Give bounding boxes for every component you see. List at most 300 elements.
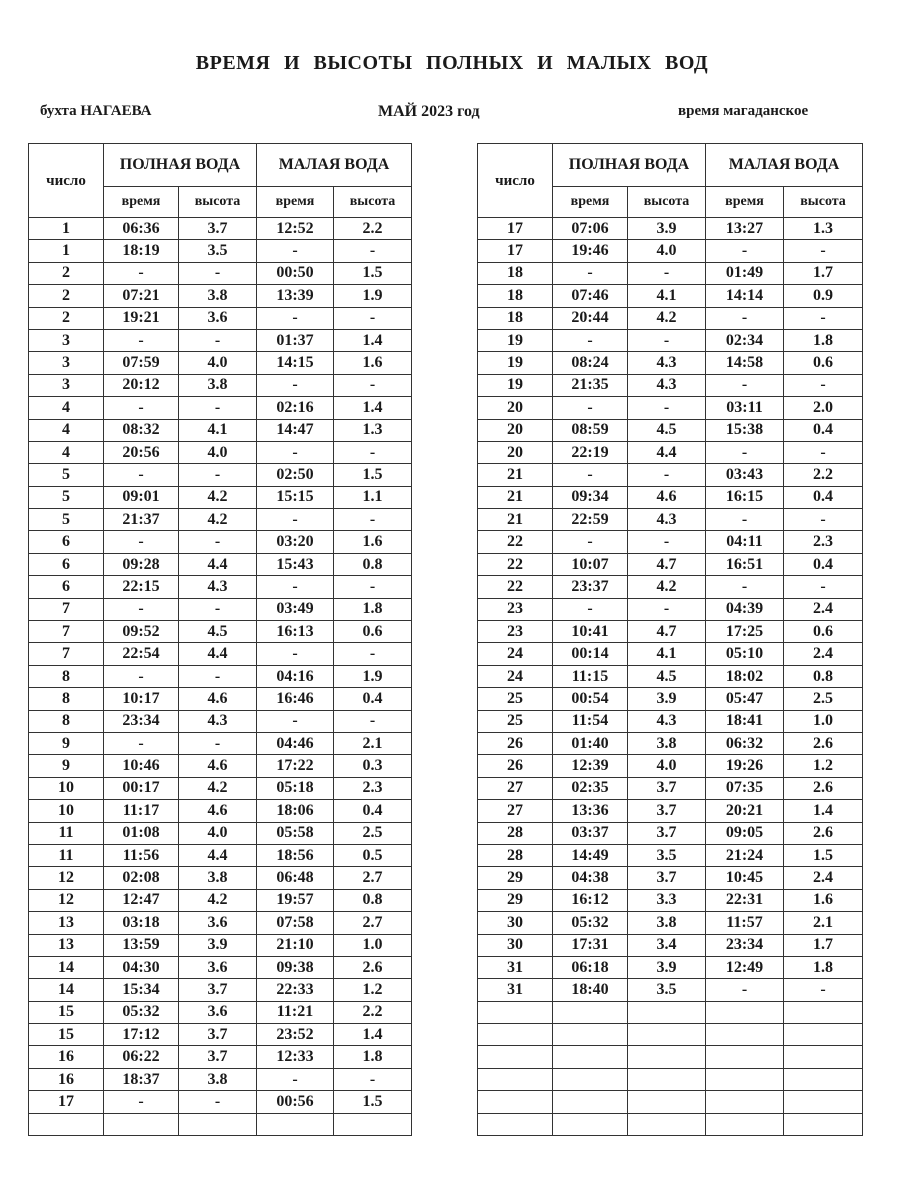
- table-row: [29, 688, 412, 710]
- low-height-cell: 1.4: [334, 329, 412, 351]
- high-time-cell: [104, 1113, 179, 1135]
- low-height-header: высота: [334, 187, 412, 218]
- table-row: [478, 777, 863, 799]
- high-height-cell: 3.5: [628, 979, 706, 1001]
- day-cell: 30: [478, 934, 553, 956]
- low-time-cell: 17:25: [706, 621, 784, 643]
- low-height-cell: 2.4: [784, 643, 863, 665]
- low-height-cell: 2.3: [334, 777, 412, 799]
- low-time-cell: [706, 1024, 784, 1046]
- high-height-cell: 4.0: [179, 352, 257, 374]
- low-time-cell: -: [257, 441, 334, 463]
- table-row: [478, 240, 863, 262]
- high-time-cell: 21:37: [104, 509, 179, 531]
- low-time-cell: 23:34: [706, 934, 784, 956]
- low-height-cell: 2.3: [784, 531, 863, 553]
- low-height-cell: 0.5: [334, 844, 412, 866]
- high-time-cell: [553, 1024, 628, 1046]
- low-time-cell: 15:38: [706, 419, 784, 441]
- table-row: [29, 1001, 412, 1023]
- table-row: [29, 218, 412, 240]
- low-height-cell: 0.6: [784, 352, 863, 374]
- low-time-cell: 11:21: [257, 1001, 334, 1023]
- period-label: МАЙ 2023 год: [378, 103, 480, 120]
- high-time-cell: 02:35: [553, 777, 628, 799]
- day-cell: [29, 1113, 104, 1135]
- high-height-cell: 4.2: [179, 889, 257, 911]
- high-time-cell: -: [104, 531, 179, 553]
- day-cell: [478, 1024, 553, 1046]
- low-time-cell: 05:47: [706, 688, 784, 710]
- low-height-cell: 0.8: [784, 665, 863, 687]
- high-height-cell: 4.4: [179, 844, 257, 866]
- high-time-cell: -: [553, 262, 628, 284]
- high-height-cell: 3.9: [628, 688, 706, 710]
- high-height-cell: -: [628, 464, 706, 486]
- day-cell: 8: [29, 710, 104, 732]
- table-row: [478, 665, 863, 687]
- table-row: [478, 598, 863, 620]
- low-height-cell: 1.5: [334, 262, 412, 284]
- high-time-cell: 11:56: [104, 844, 179, 866]
- high-time-cell: 10:17: [104, 688, 179, 710]
- low-time-cell: 19:26: [706, 755, 784, 777]
- low-height-cell: -: [334, 307, 412, 329]
- high-height-cell: 3.6: [179, 1001, 257, 1023]
- low-height-cell: 1.9: [334, 665, 412, 687]
- table-row: [478, 218, 863, 240]
- low-time-cell: -: [706, 979, 784, 1001]
- day-cell: 7: [29, 598, 104, 620]
- low-time-cell: 22:33: [257, 979, 334, 1001]
- high-height-cell: [628, 1001, 706, 1023]
- low-height-cell: 1.6: [334, 531, 412, 553]
- high-height-cell: -: [179, 531, 257, 553]
- high-height-cell: -: [179, 464, 257, 486]
- high-time-cell: 07:46: [553, 285, 628, 307]
- high-height-cell: 4.4: [179, 643, 257, 665]
- low-time-cell: 17:22: [257, 755, 334, 777]
- low-time-cell: 14:15: [257, 352, 334, 374]
- table-row: [478, 800, 863, 822]
- low-height-cell: 2.7: [334, 912, 412, 934]
- day-cell: 12: [29, 867, 104, 889]
- low-height-cell: 0.6: [784, 621, 863, 643]
- table-row: [478, 621, 863, 643]
- low-time-cell: -: [706, 374, 784, 396]
- low-time-cell: 06:32: [706, 732, 784, 754]
- table-row: [478, 979, 863, 1001]
- low-time-cell: 03:49: [257, 598, 334, 620]
- high-height-cell: 3.3: [628, 889, 706, 911]
- low-height-cell: -: [334, 643, 412, 665]
- day-cell: 15: [29, 1001, 104, 1023]
- day-cell: 23: [478, 598, 553, 620]
- low-height-cell: 2.6: [784, 777, 863, 799]
- low-time-cell: 14:47: [257, 419, 334, 441]
- high-time-cell: [553, 1001, 628, 1023]
- high-height-cell: 4.0: [179, 822, 257, 844]
- low-height-cell: -: [784, 576, 863, 598]
- low-time-cell: -: [706, 240, 784, 262]
- low-height-cell: 1.5: [784, 844, 863, 866]
- low-height-cell: 1.9: [334, 285, 412, 307]
- low-height-cell: 0.4: [334, 800, 412, 822]
- low-time-cell: -: [257, 710, 334, 732]
- low-time-cell: 12:49: [706, 956, 784, 978]
- high-height-cell: 4.2: [179, 777, 257, 799]
- low-height-cell: 2.6: [334, 956, 412, 978]
- high-time-cell: 19:46: [553, 240, 628, 262]
- day-cell: [478, 1001, 553, 1023]
- high-height-cell: 4.2: [628, 307, 706, 329]
- table-row: [29, 710, 412, 732]
- table-row: [29, 800, 412, 822]
- low-height-cell: 0.4: [334, 688, 412, 710]
- low-time-cell: 20:21: [706, 800, 784, 822]
- low-height-cell: 1.4: [784, 800, 863, 822]
- low-height-cell: -: [334, 576, 412, 598]
- low-height-cell: 1.6: [334, 352, 412, 374]
- low-time-cell: -: [706, 576, 784, 598]
- low-height-cell: -: [784, 441, 863, 463]
- low-height-cell: -: [334, 374, 412, 396]
- day-cell: 2: [29, 285, 104, 307]
- low-height-cell: 1.8: [334, 598, 412, 620]
- high-time-cell: 22:54: [104, 643, 179, 665]
- high-height-cell: -: [179, 598, 257, 620]
- high-time-cell: 23:37: [553, 576, 628, 598]
- high-time-cell: -: [553, 598, 628, 620]
- table-row: [29, 531, 412, 553]
- day-cell: 22: [478, 576, 553, 598]
- empty-row: [478, 1068, 863, 1090]
- high-height-cell: 3.9: [628, 956, 706, 978]
- high-time-cell: 18:19: [104, 240, 179, 262]
- table-row: [478, 576, 863, 598]
- low-height-cell: [784, 1024, 863, 1046]
- high-time-cell: 01:40: [553, 732, 628, 754]
- high-height-cell: [628, 1046, 706, 1068]
- table-row: [29, 374, 412, 396]
- low-height-cell: 2.6: [784, 822, 863, 844]
- day-cell: 1: [29, 218, 104, 240]
- low-height-cell: [784, 1113, 863, 1135]
- high-time-cell: -: [104, 329, 179, 351]
- low-time-cell: 04:46: [257, 732, 334, 754]
- table-row: [29, 1046, 412, 1068]
- day-cell: 7: [29, 643, 104, 665]
- high-height-header: высота: [179, 187, 257, 218]
- day-cell: 24: [478, 665, 553, 687]
- high-height-cell: 4.1: [179, 419, 257, 441]
- table-row: [29, 329, 412, 351]
- high-height-cell: 3.5: [179, 240, 257, 262]
- high-height-cell: 4.4: [179, 553, 257, 575]
- day-cell: 8: [29, 665, 104, 687]
- low-height-cell: 2.6: [784, 732, 863, 754]
- day-cell: 21: [478, 464, 553, 486]
- day-cell: [478, 1113, 553, 1135]
- low-height-cell: 2.2: [784, 464, 863, 486]
- low-time-cell: [706, 1113, 784, 1135]
- table-row: [478, 397, 863, 419]
- low-height-cell: 2.2: [334, 1001, 412, 1023]
- high-height-cell: 3.7: [628, 777, 706, 799]
- high-height-cell: 3.5: [628, 844, 706, 866]
- high-height-cell: 3.9: [628, 218, 706, 240]
- table-row: [29, 285, 412, 307]
- table-row: [478, 531, 863, 553]
- low-height-cell: 0.9: [784, 285, 863, 307]
- high-time-cell: 21:35: [553, 374, 628, 396]
- day-cell: 6: [29, 576, 104, 598]
- high-time-cell: 18:40: [553, 979, 628, 1001]
- low-time-cell: -: [257, 1068, 334, 1090]
- table-row: [29, 352, 412, 374]
- high-time-cell: [553, 1068, 628, 1090]
- table-row: [29, 844, 412, 866]
- high-time-cell: 10:41: [553, 621, 628, 643]
- high-time-cell: 03:18: [104, 912, 179, 934]
- high-time-cell: -: [553, 329, 628, 351]
- low-height-cell: 1.1: [334, 486, 412, 508]
- low-time-cell: 02:50: [257, 464, 334, 486]
- table-row: [29, 755, 412, 777]
- high-height-cell: 4.3: [628, 509, 706, 531]
- day-cell: 6: [29, 553, 104, 575]
- high-time-cell: 20:44: [553, 307, 628, 329]
- low-time-cell: 16:46: [257, 688, 334, 710]
- high-height-header: высота: [628, 187, 706, 218]
- day-cell: 31: [478, 979, 553, 1001]
- table-row: [29, 912, 412, 934]
- day-cell: 22: [478, 531, 553, 553]
- table-row: [29, 1068, 412, 1090]
- day-cell: 3: [29, 352, 104, 374]
- low-height-cell: -: [334, 441, 412, 463]
- high-time-cell: 09:01: [104, 486, 179, 508]
- high-height-cell: 4.3: [628, 352, 706, 374]
- high-height-cell: 3.6: [179, 956, 257, 978]
- high-time-cell: 08:24: [553, 352, 628, 374]
- high-time-cell: 15:34: [104, 979, 179, 1001]
- high-height-cell: [628, 1091, 706, 1113]
- day-cell: 3: [29, 374, 104, 396]
- high-time-cell: 07:21: [104, 285, 179, 307]
- low-time-cell: -: [257, 307, 334, 329]
- high-time-cell: -: [104, 665, 179, 687]
- low-time-cell: 01:49: [706, 262, 784, 284]
- high-time-cell: [553, 1091, 628, 1113]
- day-cell: 17: [478, 240, 553, 262]
- low-time-cell: 03:20: [257, 531, 334, 553]
- high-height-cell: 4.7: [628, 553, 706, 575]
- low-height-cell: 1.8: [784, 956, 863, 978]
- low-time-cell: [706, 1046, 784, 1068]
- table-row: [29, 464, 412, 486]
- table-row: [29, 732, 412, 754]
- high-time-cell: 03:37: [553, 822, 628, 844]
- table-row: [29, 1024, 412, 1046]
- high-time-cell: 06:22: [104, 1046, 179, 1068]
- high-time-cell: 10:07: [553, 553, 628, 575]
- high-height-cell: 4.5: [179, 621, 257, 643]
- high-time-cell: -: [104, 262, 179, 284]
- high-water-header: ПОЛНАЯ ВОДА: [553, 144, 706, 187]
- low-time-cell: 09:05: [706, 822, 784, 844]
- low-height-cell: 2.4: [784, 867, 863, 889]
- day-cell: 4: [29, 419, 104, 441]
- day-cell: [478, 1068, 553, 1090]
- high-height-cell: 3.7: [179, 1046, 257, 1068]
- high-height-cell: 4.2: [179, 509, 257, 531]
- day-cell: 5: [29, 464, 104, 486]
- table-row: [478, 553, 863, 575]
- low-height-cell: -: [334, 710, 412, 732]
- low-time-cell: 14:14: [706, 285, 784, 307]
- day-cell: 19: [478, 329, 553, 351]
- low-time-cell: -: [706, 307, 784, 329]
- high-height-cell: 4.3: [179, 710, 257, 732]
- table-row: [478, 755, 863, 777]
- low-height-cell: 2.4: [784, 598, 863, 620]
- high-time-cell: 02:08: [104, 867, 179, 889]
- high-time-cell: 06:36: [104, 218, 179, 240]
- high-time-cell: 04:38: [553, 867, 628, 889]
- low-height-cell: 1.7: [784, 934, 863, 956]
- low-time-cell: 03:43: [706, 464, 784, 486]
- low-time-cell: 15:15: [257, 486, 334, 508]
- day-cell: 20: [478, 397, 553, 419]
- low-height-cell: 2.1: [334, 732, 412, 754]
- table-row: [29, 509, 412, 531]
- high-height-cell: [628, 1024, 706, 1046]
- low-time-header: время: [257, 187, 334, 218]
- low-height-cell: 1.8: [334, 1046, 412, 1068]
- high-height-cell: 3.9: [179, 934, 257, 956]
- high-time-cell: -: [553, 397, 628, 419]
- low-height-cell: [784, 1068, 863, 1090]
- table-row: [478, 419, 863, 441]
- low-time-cell: -: [706, 509, 784, 531]
- low-time-header: время: [706, 187, 784, 218]
- high-height-cell: 4.2: [179, 486, 257, 508]
- high-height-cell: 3.8: [628, 912, 706, 934]
- low-height-cell: 1.3: [784, 218, 863, 240]
- low-time-cell: 15:43: [257, 553, 334, 575]
- high-time-cell: 10:46: [104, 755, 179, 777]
- day-cell: 19: [478, 352, 553, 374]
- day-cell: 11: [29, 844, 104, 866]
- day-cell: 7: [29, 621, 104, 643]
- day-cell: 13: [29, 934, 104, 956]
- high-height-cell: [179, 1113, 257, 1135]
- high-height-cell: -: [628, 397, 706, 419]
- table-row: [478, 867, 863, 889]
- low-height-cell: 2.5: [334, 822, 412, 844]
- day-cell: 27: [478, 800, 553, 822]
- table-row: [29, 822, 412, 844]
- day-cell: 25: [478, 710, 553, 732]
- high-time-cell: 14:49: [553, 844, 628, 866]
- low-time-cell: [706, 1001, 784, 1023]
- high-time-cell: 05:32: [104, 1001, 179, 1023]
- high-time-cell: 11:17: [104, 800, 179, 822]
- table-row: [29, 777, 412, 799]
- table-row: [478, 486, 863, 508]
- low-time-cell: 06:48: [257, 867, 334, 889]
- day-cell: 4: [29, 441, 104, 463]
- low-height-cell: 0.4: [784, 553, 863, 575]
- table-row: [29, 889, 412, 911]
- high-height-cell: 3.7: [628, 822, 706, 844]
- low-time-cell: 23:52: [257, 1024, 334, 1046]
- low-time-cell: -: [257, 643, 334, 665]
- high-time-cell: 08:59: [553, 419, 628, 441]
- high-height-cell: 3.7: [628, 867, 706, 889]
- low-height-cell: 0.3: [334, 755, 412, 777]
- table-row: [29, 598, 412, 620]
- low-time-cell: [706, 1091, 784, 1113]
- low-height-cell: 0.6: [334, 621, 412, 643]
- day-cell: 27: [478, 777, 553, 799]
- table-row: [29, 979, 412, 1001]
- low-height-cell: -: [784, 509, 863, 531]
- low-height-cell: 0.8: [334, 553, 412, 575]
- page-title: ВРЕМЯ И ВЫСОТЫ ПОЛНЫХ И МАЛЫХ ВОД: [195, 52, 709, 74]
- high-time-cell: 07:59: [104, 352, 179, 374]
- day-cell: 20: [478, 419, 553, 441]
- table-row: [29, 397, 412, 419]
- low-time-cell: 18:56: [257, 844, 334, 866]
- high-time-cell: 11:54: [553, 710, 628, 732]
- low-time-cell: 21:10: [257, 934, 334, 956]
- low-height-cell: 1.0: [334, 934, 412, 956]
- day-cell: 1: [29, 240, 104, 262]
- table-row: [29, 307, 412, 329]
- day-cell: 12: [29, 889, 104, 911]
- high-height-cell: 3.6: [179, 912, 257, 934]
- low-height-cell: 2.5: [784, 688, 863, 710]
- low-time-cell: 04:39: [706, 598, 784, 620]
- high-time-cell: 17:12: [104, 1024, 179, 1046]
- day-cell: 4: [29, 397, 104, 419]
- table-row: [478, 441, 863, 463]
- low-height-cell: 1.5: [334, 464, 412, 486]
- high-height-cell: 4.0: [628, 755, 706, 777]
- day-cell: 10: [29, 800, 104, 822]
- day-cell: 13: [29, 912, 104, 934]
- day-cell: 22: [478, 553, 553, 575]
- day-cell: 2: [29, 262, 104, 284]
- high-time-cell: -: [104, 464, 179, 486]
- low-time-cell: -: [706, 441, 784, 463]
- low-height-cell: [784, 1001, 863, 1023]
- day-cell: 20: [478, 441, 553, 463]
- high-height-cell: 3.8: [179, 1068, 257, 1090]
- low-height-cell: [334, 1113, 412, 1135]
- high-height-cell: 4.3: [179, 576, 257, 598]
- high-height-cell: 4.7: [628, 621, 706, 643]
- high-time-cell: -: [553, 464, 628, 486]
- day-cell: 28: [478, 822, 553, 844]
- table-row: [478, 374, 863, 396]
- low-time-cell: 16:15: [706, 486, 784, 508]
- high-time-cell: -: [104, 397, 179, 419]
- high-time-cell: 07:06: [553, 218, 628, 240]
- table-row: [29, 643, 412, 665]
